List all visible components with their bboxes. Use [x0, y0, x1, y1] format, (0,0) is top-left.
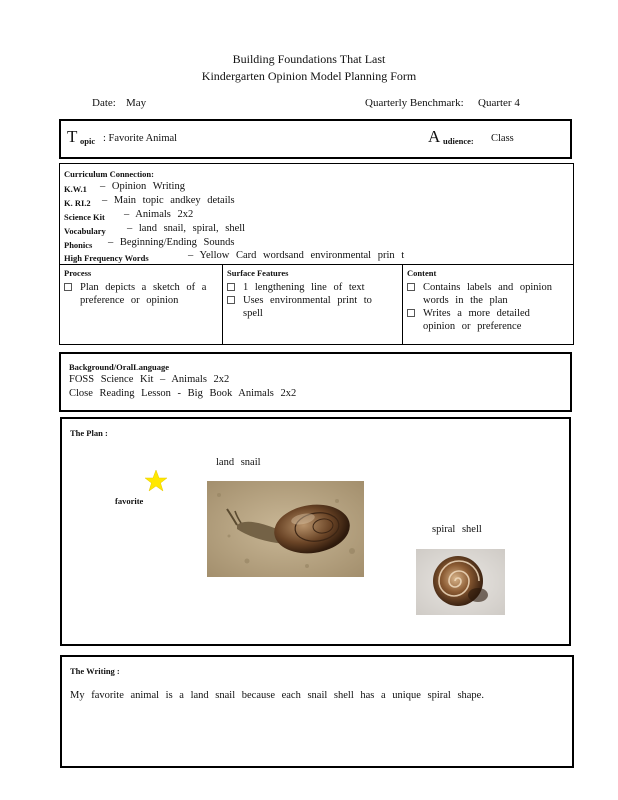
writing-heading: The Writing :	[70, 666, 120, 676]
land-snail-label: land snail	[216, 457, 261, 468]
plan-heading: The Plan :	[70, 428, 108, 438]
surface-item: Uses environmental print to spell	[227, 294, 387, 320]
curriculum-text-hfw: – Yellow Card wordsand environmental prin t	[188, 250, 405, 261]
quarterly-benchmark-label: Quarterly Benchmark:	[365, 97, 464, 109]
writing-box	[60, 655, 574, 768]
curriculum-label-kri2: K. RI.2	[64, 198, 91, 208]
column-divider-2	[402, 264, 403, 344]
process-item: Plan depicts a sketch of a preference or opinion	[64, 281, 212, 307]
column-divider-1	[222, 264, 223, 344]
background-box	[59, 352, 572, 412]
background-line1: FOSS Science Kit – Animals 2x2	[69, 374, 230, 385]
curriculum-divider	[60, 264, 573, 265]
form-title-line1: Building Foundations That Last	[232, 52, 386, 66]
surface-list	[227, 281, 387, 320]
curriculum-text-science: – Animals 2x2	[124, 209, 194, 220]
content-list	[407, 281, 562, 333]
audience-value: Class	[491, 133, 514, 144]
plan-box	[60, 417, 571, 646]
quarter-value: Quarter 4	[478, 97, 520, 109]
bullet-box-icon	[227, 283, 235, 291]
audience-label: udience:	[443, 136, 474, 146]
land-snail-photo	[207, 481, 364, 577]
form-title-line2: Kindergarten Opinion Model Planning Form	[201, 69, 417, 83]
spiral-shell-label: spiral shell	[432, 524, 482, 535]
bullet-box-icon	[407, 309, 415, 317]
bullet-box-icon	[407, 283, 415, 291]
process-list	[64, 281, 212, 307]
date-label: Date:	[92, 97, 116, 109]
date-value: May	[126, 97, 147, 109]
curriculum-text-phonics: – Beginning/Ending Sounds	[108, 237, 235, 248]
curriculum-label-phonics: Phonics	[64, 240, 93, 250]
spiral-shell-photo	[416, 549, 505, 615]
curriculum-text-kw1: – Opinion Writing	[100, 181, 185, 192]
curriculum-heading: Curriculum Connection:	[64, 169, 154, 179]
star-icon	[144, 469, 168, 493]
surface-heading: Surface Features	[227, 268, 289, 278]
curriculum-box	[59, 163, 574, 345]
curriculum-label-science: Science Kit	[64, 212, 105, 222]
curriculum-label-hfw: High Frequency Words	[64, 253, 149, 263]
background-heading: Background/OralLanguage	[69, 362, 169, 372]
audience-letter: A	[428, 127, 441, 146]
favorite-label: favorite	[115, 496, 144, 506]
background-line2: Close Reading Lesson - Big Book Animals 2x2	[69, 388, 297, 399]
topic-box	[59, 119, 572, 159]
curriculum-text-vocabulary: – land snail, spiral, shell	[127, 223, 246, 234]
bullet-box-icon	[64, 283, 72, 291]
surface-item: 1 lengthening line of text	[227, 281, 387, 294]
topic-label: opic	[80, 136, 96, 146]
topic-letter: T	[67, 127, 78, 146]
curriculum-label-vocabulary: Vocabulary	[64, 226, 106, 236]
content-heading: Content	[407, 268, 437, 278]
content-item: Writes a more detailed opinion or preference	[407, 307, 562, 333]
topic-value: : Favorite Animal	[103, 133, 178, 144]
writing-text: My favorite animal is a land snail because each snail shell has a unique spiral shape.	[70, 690, 484, 701]
curriculum-label-kw1: K.W.1	[64, 184, 87, 194]
content-item: Contains labels and opinion words in the plan	[407, 281, 562, 307]
process-heading: Process	[64, 268, 92, 278]
bullet-box-icon	[227, 296, 235, 304]
curriculum-text-kri2: – Main topic andkey details	[102, 195, 235, 206]
